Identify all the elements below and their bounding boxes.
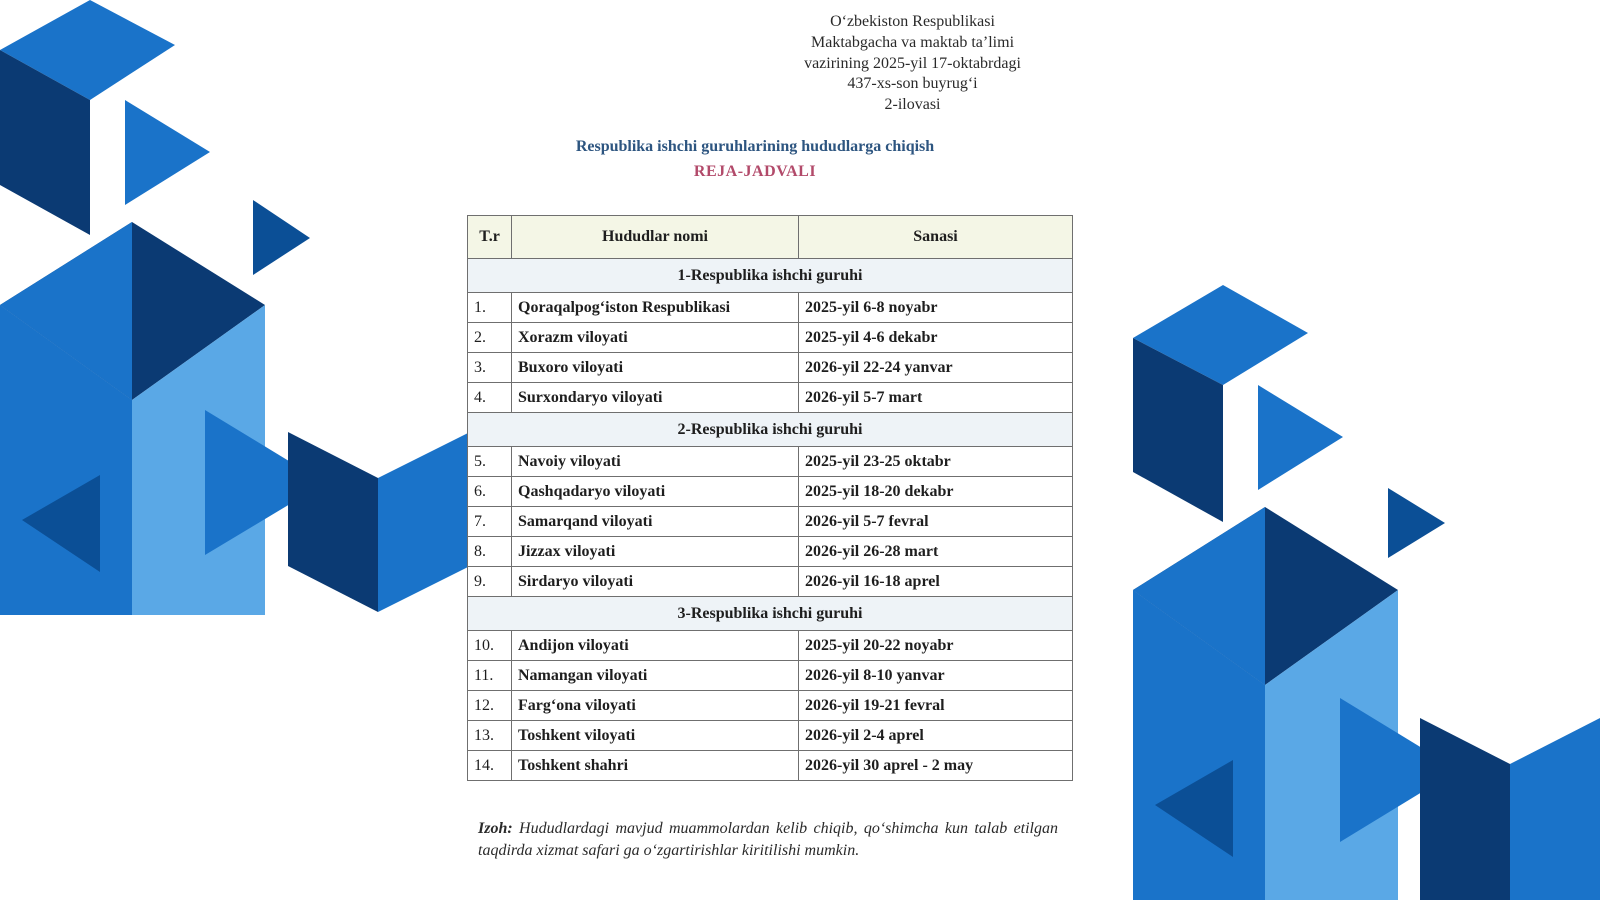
group-row <box>468 597 1073 631</box>
visit-date: 2025-yil 20-22 noyabr <box>799 631 1073 661</box>
visit-date: 2026-yil 30 aprel - 2 may <box>799 751 1073 781</box>
document-title: Respublika ishchi guruhlarining hududlarga chiqish <box>575 138 935 155</box>
row-number: 7. <box>468 507 512 537</box>
region-name: Samarqand viloyati <box>512 507 799 537</box>
row-number: 14. <box>468 751 512 781</box>
table-row <box>468 537 1073 567</box>
row-number: 13. <box>468 721 512 751</box>
table-row <box>468 691 1073 721</box>
visit-date: 2025-yil 6-8 noyabr <box>799 293 1073 323</box>
annex-line: 2-ilovasi <box>884 96 941 114</box>
region-name: Buxoro viloyati <box>512 353 799 383</box>
table-row <box>468 383 1073 413</box>
visit-date: 2026-yil 8-10 yanvar <box>799 661 1073 691</box>
footnote <box>478 818 1058 862</box>
region-name: Qoraqalpog‘iston Respublikasi <box>512 293 799 323</box>
visit-date: 2026-yil 26-28 mart <box>799 537 1073 567</box>
annex-line: vazirining 2025-yil 17-oktabrdagi <box>804 54 1021 72</box>
annex-line: 437-xs-son buyrug‘i <box>847 75 978 93</box>
row-number: 3. <box>468 353 512 383</box>
visit-date: 2025-yil 4-6 dekabr <box>799 323 1073 353</box>
footnote-label: Izoh: <box>478 820 513 837</box>
region-name: Sirdaryo viloyati <box>512 567 799 597</box>
visit-date: 2026-yil 5-7 fevral <box>799 507 1073 537</box>
group-title: 3-Respublika ishchi guruhi <box>468 597 1073 631</box>
visit-date: 2025-yil 23-25 oktabr <box>799 447 1073 477</box>
region-name: Jizzax viloyati <box>512 537 799 567</box>
row-number: 2. <box>468 323 512 353</box>
visit-date: 2026-yil 5-7 mart <box>799 383 1073 413</box>
table-row <box>468 477 1073 507</box>
column-header-date: Sanasi <box>799 216 1073 259</box>
table-row <box>468 323 1073 353</box>
region-name: Qashqadaryo viloyati <box>512 477 799 507</box>
row-number: 5. <box>468 447 512 477</box>
annex-header <box>770 12 1055 116</box>
region-name: Farg‘ona viloyati <box>512 691 799 721</box>
row-number: 8. <box>468 537 512 567</box>
region-name: Navoiy viloyati <box>512 447 799 477</box>
region-name: Surxondaryo viloyati <box>512 383 799 413</box>
visit-date: 2026-yil 19-21 fevral <box>799 691 1073 721</box>
table-row <box>468 293 1073 323</box>
visit-date: 2026-yil 16-18 aprel <box>799 567 1073 597</box>
row-number: 4. <box>468 383 512 413</box>
document-subtitle: REJA-JADVALI <box>693 163 817 180</box>
region-name: Toshkent viloyati <box>512 721 799 751</box>
row-number: 9. <box>468 567 512 597</box>
annex-line: Maktabgacha va maktab ta’limi <box>810 33 1015 51</box>
visit-date: 2026-yil 2-4 aprel <box>799 721 1073 751</box>
group-row <box>468 413 1073 447</box>
visit-date: 2025-yil 18-20 dekabr <box>799 477 1073 507</box>
table-row <box>468 631 1073 661</box>
footnote-text: Hududlardagi mavjud muammolardan kelib chiqib, qo‘shimcha kun talab etilgan taqdirda xizmat safari ga o‘zgartirishlar kiritilishi mumkin. <box>478 820 1059 859</box>
table-row <box>468 661 1073 691</box>
group-row <box>468 259 1073 293</box>
row-number: 11. <box>468 661 512 691</box>
table-row <box>468 507 1073 537</box>
table-row <box>468 721 1073 751</box>
table-row <box>468 353 1073 383</box>
table-row <box>468 447 1073 477</box>
row-number: 1. <box>468 293 512 323</box>
group-title: 2-Respublika ishchi guruhi <box>468 413 1073 447</box>
schedule-table <box>467 215 1073 781</box>
row-number: 10. <box>468 631 512 661</box>
column-header-number: T.r <box>468 216 512 259</box>
visit-date: 2026-yil 22-24 yanvar <box>799 353 1073 383</box>
annex-line: O‘zbekiston Respublikasi <box>830 13 995 30</box>
region-name: Xorazm viloyati <box>512 323 799 353</box>
column-header-region: Hududlar nomi <box>512 216 799 259</box>
table-row <box>468 567 1073 597</box>
table-row <box>468 751 1073 781</box>
group-title: 1-Respublika ishchi guruhi <box>468 259 1073 293</box>
region-name: Toshkent shahri <box>512 751 799 781</box>
region-name: Andijon viloyati <box>512 631 799 661</box>
row-number: 12. <box>468 691 512 721</box>
row-number: 6. <box>468 477 512 507</box>
table-header-row <box>468 216 1073 259</box>
region-name: Namangan viloyati <box>512 661 799 691</box>
